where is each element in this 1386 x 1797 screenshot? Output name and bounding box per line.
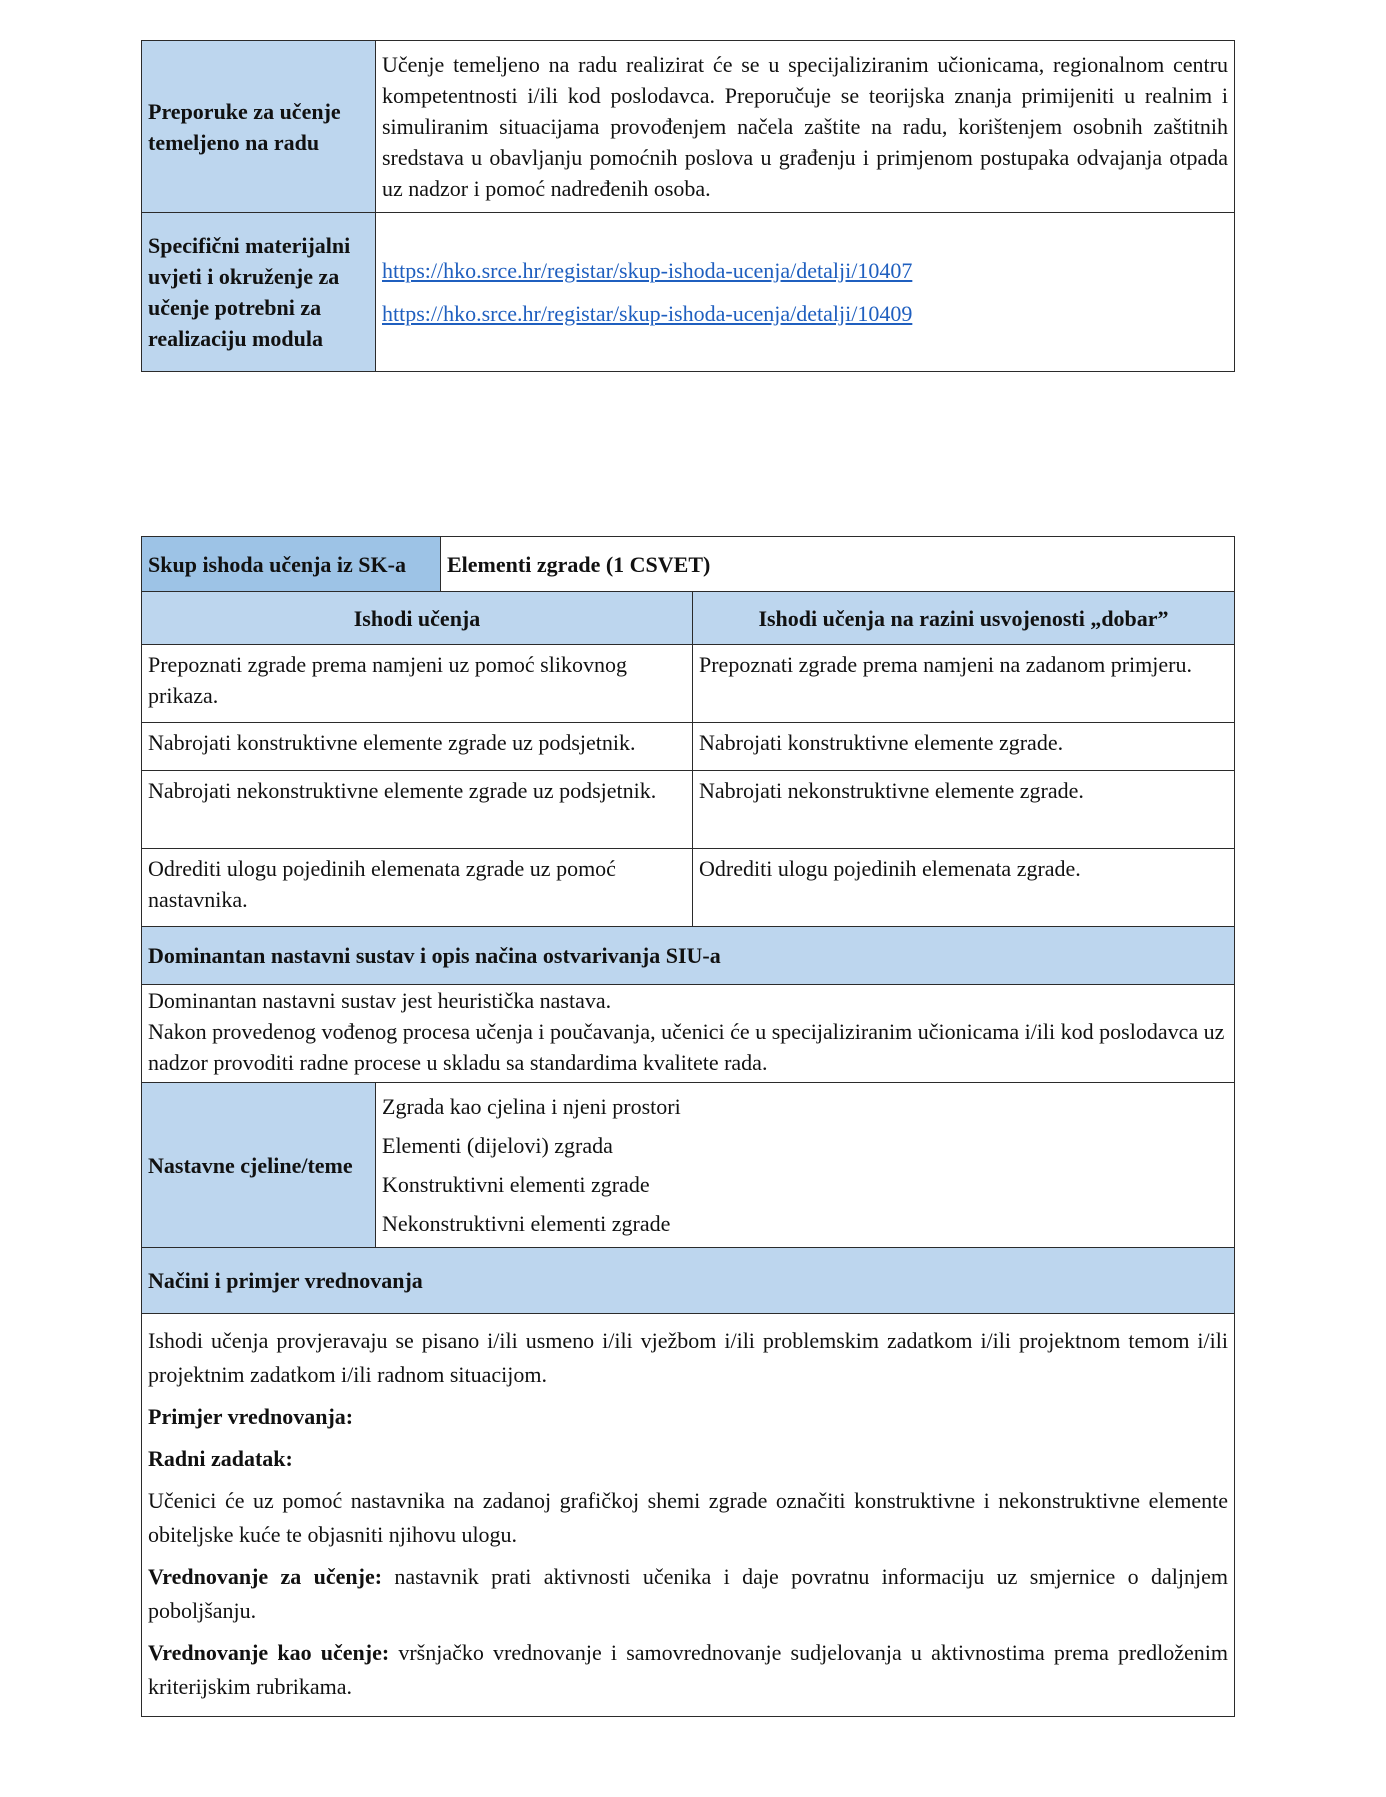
resource-link[interactable]: https://hko.srce.hr/registar/skup-ishoda-ucenja/detalji/10407 xyxy=(382,258,913,283)
table-row xyxy=(142,771,1235,849)
outcome-cell: Odrediti ulogu pojedinih elemenata zgrade uz pomoć nastavnika. xyxy=(142,849,693,927)
section-header-row xyxy=(142,1248,1235,1314)
topics-list xyxy=(376,1083,1235,1248)
topics-label: Nastavne cjeline/teme xyxy=(142,1083,376,1248)
dominant-text-para: Nakon provedenog vođenog procesa učenja i poučavanja, učenici će u specijaliziranim učionicama i/ili kod poslodavca uz nadzor provoditi radne procese u skladu sa standardima kvalitete rada. xyxy=(148,1019,1225,1075)
links-cell xyxy=(376,213,1235,372)
sk-label: Skup ishoda učenja iz SK-a xyxy=(142,537,441,592)
outcome-good-cell: Nabrojati nekonstruktivne elemente zgrade. xyxy=(693,771,1235,849)
task-heading: Radni zadatak: xyxy=(148,1446,293,1471)
topics-row xyxy=(142,1083,1235,1248)
table-row xyxy=(142,213,1235,372)
as-learning-label: Vrednovanje kao učenje: xyxy=(148,1640,390,1665)
topic-item: Nekonstruktivni elementi zgrade xyxy=(382,1211,671,1236)
table-row xyxy=(142,645,1235,723)
task-text: Učenici će uz pomoć nastavnika na zadanoj grafičkoj shemi zgrade označiti konstruktivne i nekonstruktivne elemente obiteljske kuće te objasniti njihovu ulogu. xyxy=(148,1488,1228,1547)
evaluation-header: Načini i primjer vrednovanja xyxy=(142,1248,1235,1314)
table-row xyxy=(142,985,1235,1083)
topic-item: Zgrada kao cjelina i njeni prostori xyxy=(382,1094,681,1119)
topic-item: Elementi (dijelovi) zgrada xyxy=(382,1133,613,1158)
row-label: Preporuke za učenje temeljeno na radu xyxy=(142,41,376,213)
outcome-good-cell: Prepoznati zgrade prema namjeni na zadanom primjeru. xyxy=(693,645,1235,723)
as-learning-text: vršnjačko vrednovanje i samovrednovanje sudjelovanja u aktivnostima prema predloženim kriterijskim rubrikama. xyxy=(148,1640,1228,1699)
outcome-cell: Nabrojati konstruktivne elemente zgrade uz podsjetnik. xyxy=(142,723,693,771)
sk-value: Elementi zgrade (1 CSVET) xyxy=(441,537,1235,592)
table-row xyxy=(142,1314,1235,1717)
learning-outcomes-table xyxy=(141,536,1235,1717)
dominant-text-line: Dominantan nastavni sustav jest heuristička nastava. xyxy=(148,988,612,1013)
outcome-cell: Nabrojati nekonstruktivne elemente zgrade uz podsjetnik. xyxy=(142,771,693,849)
sk-header-row xyxy=(142,537,1235,592)
resource-link[interactable]: https://hko.srce.hr/registar/skup-ishoda-ucenja/detalji/10409 xyxy=(382,301,913,326)
table-row xyxy=(142,41,1235,213)
evaluation-intro: Ishodi učenja provjeravaju se pisano i/ili usmeno i/ili vježbom i/ili problemskim zadatkom i/ili projektnom temom i/ili projektnim zadatkom i/ili radnom situacijom. xyxy=(148,1328,1228,1387)
work-based-learning-table xyxy=(141,40,1235,372)
column-header: Ishodi učenja xyxy=(142,592,693,645)
dominant-system-text xyxy=(142,985,1235,1083)
evaluation-for-learning xyxy=(148,1560,1228,1628)
column-header-row xyxy=(142,592,1235,645)
column-header: Ishodi učenja na razini usvojenosti „dobar” xyxy=(693,592,1235,645)
for-learning-text: nastavnik prati aktivnosti učenika i daje povratnu informaciju uz smjernice o daljnjem poboljšanju. xyxy=(148,1564,1228,1623)
dominant-system-header: Dominantan nastavni sustav i opis načina ostvarivanja SIU-a xyxy=(142,927,1235,985)
outcome-good-cell: Nabrojati konstruktivne elemente zgrade. xyxy=(693,723,1235,771)
section-header-row xyxy=(142,927,1235,985)
outcome-good-cell: Odrediti ulogu pojedinih elemenata zgrade. xyxy=(693,849,1235,927)
for-learning-label: Vrednovanje za učenje: xyxy=(148,1564,383,1589)
table-row xyxy=(142,849,1235,927)
row-label: Specifični materijalni uvjeti i okruženje za učenje potrebni za realizaciju modula xyxy=(142,213,376,372)
evaluation-as-learning xyxy=(148,1636,1228,1704)
recommendations-text: Učenje temeljeno na radu realizirat će se u specijaliziranim učionicama, regionalnom centru kompetentnosti i/ili kod poslodavca. Preporučuje se teorijska znanja primijeniti u realnim i simuliranim situacijama provođenjem načela zaštite na radu, korištenjem osobnih zaštitnih sredstava u obavljanju pomoćnih poslova u građenju i primjenom postupaka odvajanja otpada uz nadzor i pomoć nadređenih osoba. xyxy=(376,41,1235,213)
example-heading: Primjer vrednovanja: xyxy=(148,1404,354,1429)
topic-item: Konstruktivni elementi zgrade xyxy=(382,1172,650,1197)
evaluation-body xyxy=(142,1314,1235,1717)
outcome-cell: Prepoznati zgrade prema namjeni uz pomoć slikovnog prikaza. xyxy=(142,645,693,723)
table-row xyxy=(142,723,1235,771)
